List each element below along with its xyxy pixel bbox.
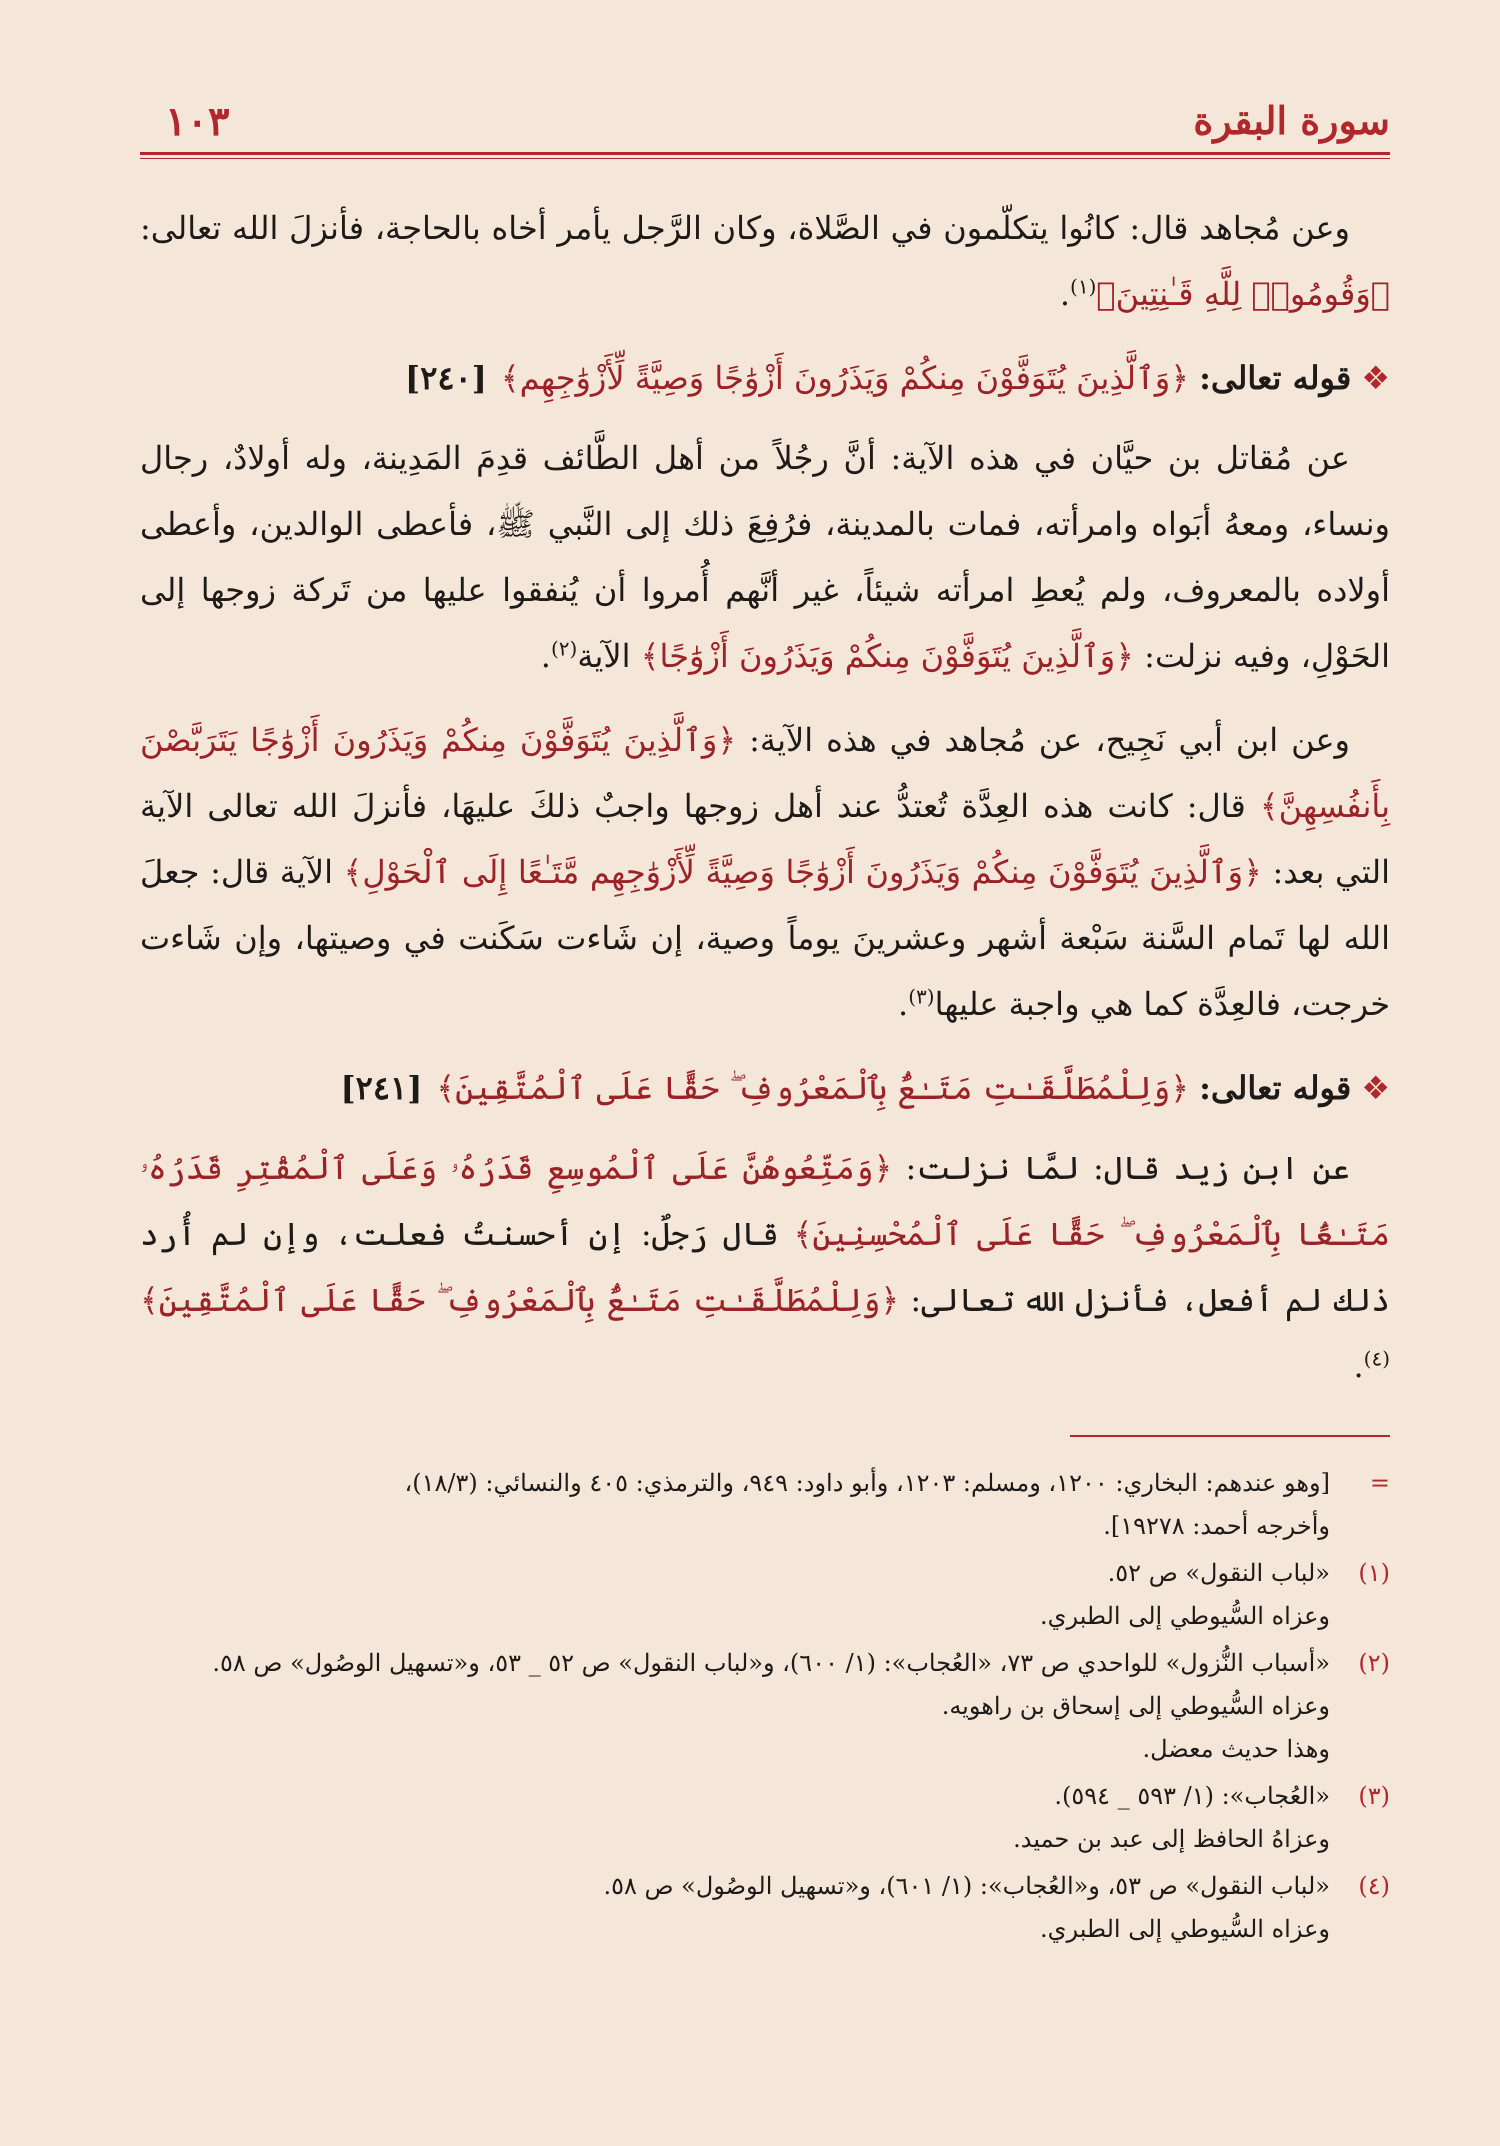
footnote-line: «لباب النقول» ص ٥٢. xyxy=(1107,1559,1330,1587)
header-rule xyxy=(140,152,1390,155)
paragraph-2 xyxy=(140,425,1390,689)
footnote-mark: (٣) xyxy=(1358,1782,1390,1810)
footnote-separator xyxy=(1070,1435,1390,1437)
page-header xyxy=(140,98,1390,148)
footnotes xyxy=(140,1462,1390,1955)
footnote-mark: (٢) xyxy=(1358,1649,1390,1677)
footnote-line: «لباب النقول» ص ٥٣، و«العُجاب»: (١/ ٦٠١)، و«تسهيل الوصُول» ص ٥٨. xyxy=(603,1872,1330,1900)
p3-quran-1: ﴿وَٱلَّذِينَ يُتَوَفَّوْنَ مِنكُمْ وَيَذَرُونَ أَزْوَٰجًا يَتَرَبَّصْنَ بِأَنفُسِهِنَّ﴾ xyxy=(140,721,1391,825)
p1-quran: ﴿وَقُومُوا۟ لِلَّهِ قَـٰنِتِينَ﴾ xyxy=(1096,275,1390,313)
footnote-mark: (٤) xyxy=(1358,1872,1390,1900)
main-text xyxy=(140,195,1390,1417)
p4-quran-2: ﴿وَلِلْمُطَلَّقَـٰتِ مَتَـٰعٌۢ بِٱلْمَعْرُوفِ ۖ حَقًّا عَلَى ٱلْمُتَّقِينَ﴾ xyxy=(140,1281,900,1319)
verse-241-number: [٢٤١] xyxy=(340,1069,423,1107)
p1-text: وعن مُجاهد قال: كانُوا يتكلّمون في الصَّلاة، وكان الرَّجل يأمر أخاه بالحاجة، فأنزلَ الله تعالى: xyxy=(140,209,1350,247)
p3-end: . xyxy=(898,985,909,1023)
footnote-line: وأخرجه أحمد: ١٩٢٧٨]. xyxy=(1103,1512,1330,1540)
p1-end: . xyxy=(1059,275,1071,313)
verse-240-quran: ﴿وَٱلَّذِينَ يُتَوَفَّوْنَ مِنكُمْ وَيَذَرُونَ أَزْوَٰجًا وَصِيَّةً لِّأَزْوَٰجِهِم﴾ xyxy=(500,359,1189,397)
surah-title: سورة البقرة xyxy=(1193,98,1390,143)
verse-241-quran: ﴿وَلِلْمُطَلَّقَـٰتِ مَتَـٰعٌۢ بِٱلْمَعْرُوفِ ۖ حَقًّا عَلَى ٱلْمُتَّقِينَ﴾ xyxy=(436,1069,1189,1107)
footnote-mark: = xyxy=(1369,1469,1390,1497)
p4-note: (٤) xyxy=(1363,1346,1390,1371)
footnote xyxy=(140,1552,1390,1638)
verse-241-heading xyxy=(140,1055,1390,1121)
p2-text: عن مُقاتل بن حيَّان في هذه الآية: أنَّ رجُلاً من أهل الطَّائف قدِمَ المَدِينة، وله أولادٌ، رجال ونساء، ومعهُ أبَواه وامرأته، فمات بالمدينة، فرُفِعَ ذلك إلى النَّبي ﷺ، فأعطى الوالدين، وأعطى أولاده بالمعروف، ولم يُعطِ امرأته شيئاً، غير أنَّهم أُمروا أن يُنفقوا عليها من تَركة زوجها إلى الحَوْلِ، وفيه نزلت: xyxy=(140,439,1390,675)
paragraph-1 xyxy=(140,195,1390,327)
verse-240-number: [٢٤٠] xyxy=(405,359,487,397)
p4-text-2: قال رَجلٌ: إن أحسنتُ فعلت، وإن لم أُرد ذلك لم أفعل، فأنزل الله تعالى: xyxy=(140,1215,1391,1319)
diamond-bullet-icon: ❖ xyxy=(1361,1069,1390,1107)
footnote-mark: (١) xyxy=(1358,1559,1390,1587)
footnote-line: «العُجاب»: (١/ ٥٩٣ _ ٥٩٤). xyxy=(1054,1782,1330,1810)
footnote xyxy=(140,1462,1390,1548)
verse-240-label: قوله تعالى: xyxy=(1199,359,1352,397)
p4-text: عن ابن زيد قال: لمَّا نزلت: xyxy=(892,1149,1350,1187)
footnote-line: وعزاه السُّيوطي إلى الطبري. xyxy=(1040,1602,1330,1630)
footnote-line: وعزاه السُّيوطي إلى الطبري. xyxy=(1040,1915,1330,1943)
page-number: ١٠٣ xyxy=(165,98,230,145)
footnote-line: «أسباب النُّزول» للواحدي ص ٧٣، «العُجاب»: (١/ ٦٠٠)، و«لباب النقول» ص ٥٢ _ ٥٣، و«تسهيل الوصُول» ص ٥٨. xyxy=(212,1649,1330,1677)
diamond-bullet-icon: ❖ xyxy=(1361,359,1390,397)
paragraph-4 xyxy=(140,1135,1390,1399)
verse-241-label: قوله تعالى: xyxy=(1199,1069,1352,1107)
footnote-line: وعزاه السُّيوطي إلى إسحاق بن راهويه. xyxy=(941,1692,1330,1720)
header-rule-thin xyxy=(140,158,1390,159)
p3-note: (٣) xyxy=(908,984,935,1009)
footnote-line: وهذا حديث معضل. xyxy=(1142,1735,1330,1763)
verse-240-heading xyxy=(140,345,1390,411)
footnote-line: وعزاهُ الحافظ إلى عبد بن حميد. xyxy=(1013,1825,1330,1853)
p2-note: (٢) xyxy=(550,636,578,661)
p4-end: . xyxy=(1353,1347,1364,1385)
p1-note: (١) xyxy=(1070,274,1097,299)
p3-text-2: قال: كانت هذه العِدَّة تُعتدُّ عند أهل زوجها واجبٌ ذلكَ عليهَا، فأنزلَ الله تعالى الآية التي بعد: xyxy=(140,787,1390,891)
p2-quran: ﴿وَٱلَّذِينَ يُتَوَفَّوْنَ مِنكُمْ وَيَذَرُونَ أَزْوَٰجًا﴾ xyxy=(640,637,1134,675)
p3-quran-2: ﴿وَٱلَّذِينَ يُتَوَفَّوْنَ مِنكُمْ وَيَذَرُونَ أَزْوَٰجًا وَصِيَّةً لِّأَزْوَٰجِهِم مَّتَـٰعًا إِلَى ٱلْحَوْلِ﴾ xyxy=(343,853,1262,891)
p2-end: . xyxy=(540,637,551,675)
footnote xyxy=(140,1865,1390,1951)
footnote xyxy=(140,1775,1390,1861)
paragraph-3 xyxy=(140,707,1390,1037)
p3-text-3: الآية قال: جعلَ الله لها تَمام السَّنة سَبْعة أشهر وعشرينَ يوماً وصية، إن شَاءت سَكَنت في وصيتها، وإن شَاءت خرجت، فالعِدَّة كما هي واجبة عليها xyxy=(140,853,1390,1023)
footnote xyxy=(140,1642,1390,1771)
footnote-line: [وهو عندهم: البخاري: ١٢٠٠، ومسلم: ١٢٠٣، وأبو داود: ٩٤٩، والترمذي: ٤٠٥ والنسائي: (١٨/٣)، xyxy=(404,1469,1330,1497)
p3-text: وعن ابن أبي نَجِيح، عن مُجاهد في هذه الآية: xyxy=(736,721,1351,759)
p2-after: الآية xyxy=(577,637,641,675)
p4-quran-1: ﴿وَمَتِّعُوهُنَّ عَلَى ٱلْمُوسِعِ قَدَرُهُۥ وَعَلَى ٱلْمُقْتِرِ قَدَرُهُۥ مَتَـٰعًۢا بِٱلْمَعْرُوفِ ۖ حَقًّا عَلَى ٱلْمُحْسِنِينَ﴾ xyxy=(140,1149,1391,1253)
